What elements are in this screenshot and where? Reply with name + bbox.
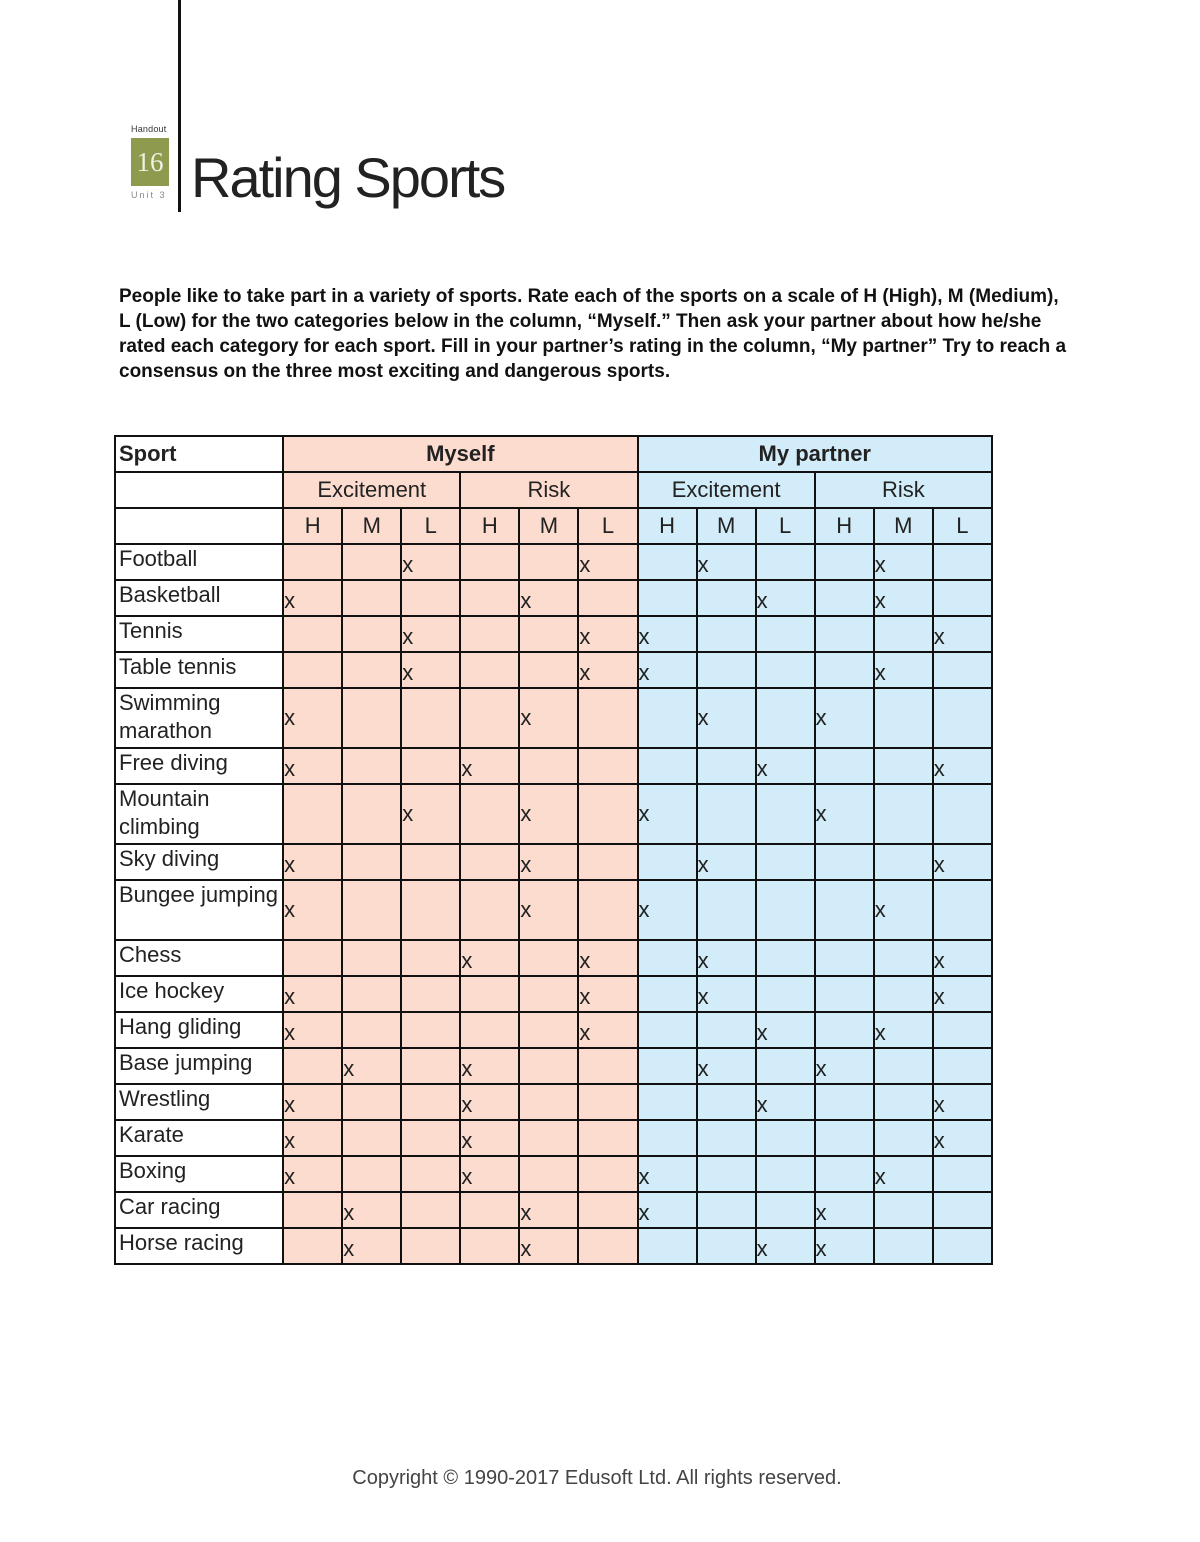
rating-cell bbox=[401, 844, 460, 880]
rating-cell bbox=[460, 1192, 519, 1228]
rating-cell bbox=[697, 1192, 756, 1228]
rating-cell bbox=[460, 844, 519, 880]
rating-cell bbox=[342, 1120, 401, 1156]
rating-cell bbox=[815, 1084, 874, 1120]
rating-cell: x bbox=[933, 1084, 992, 1120]
rating-cell bbox=[815, 940, 874, 976]
rating-cell bbox=[578, 784, 637, 844]
rating-cell: x bbox=[401, 784, 460, 844]
rating-cell bbox=[638, 748, 697, 784]
rating-cell: x bbox=[697, 844, 756, 880]
table-row bbox=[115, 580, 992, 616]
level-header-cell: L bbox=[401, 508, 460, 544]
header-divider-line bbox=[178, 0, 181, 212]
rating-cell bbox=[519, 1084, 578, 1120]
rating-cell bbox=[342, 784, 401, 844]
rating-cell bbox=[638, 844, 697, 880]
rating-cell bbox=[342, 544, 401, 580]
partner-group-header: My partner bbox=[638, 436, 992, 472]
sport-name-cell: Ice hockey bbox=[115, 976, 283, 1012]
rating-cell bbox=[283, 940, 342, 976]
sport-name-cell: Sky diving bbox=[115, 844, 283, 880]
rating-cell bbox=[697, 784, 756, 844]
rating-cell bbox=[756, 688, 815, 748]
rating-cell bbox=[460, 652, 519, 688]
rating-cell: x bbox=[460, 1120, 519, 1156]
rating-cell bbox=[578, 688, 637, 748]
rating-cell bbox=[519, 616, 578, 652]
rating-cell bbox=[401, 880, 460, 940]
level-header-cell: L bbox=[578, 508, 637, 544]
sport-name-cell: Wrestling bbox=[115, 1084, 283, 1120]
rating-cell: x bbox=[874, 580, 933, 616]
rating-cell bbox=[283, 784, 342, 844]
rating-cell bbox=[933, 544, 992, 580]
unit-label: Unit 3 bbox=[131, 190, 167, 200]
sport-name-cell: Tennis bbox=[115, 616, 283, 652]
rating-cell bbox=[401, 1228, 460, 1264]
rating-cell bbox=[283, 616, 342, 652]
rating-cell bbox=[638, 1120, 697, 1156]
rating-cell: x bbox=[283, 880, 342, 940]
rating-cell: x bbox=[697, 688, 756, 748]
rating-cell: x bbox=[756, 1012, 815, 1048]
rating-cell: x bbox=[756, 748, 815, 784]
rating-cell: x bbox=[460, 748, 519, 784]
rating-cell bbox=[342, 748, 401, 784]
rating-cell bbox=[933, 1228, 992, 1264]
rating-cell bbox=[638, 688, 697, 748]
rating-cell bbox=[874, 1192, 933, 1228]
rating-cell: x bbox=[578, 652, 637, 688]
table-row bbox=[115, 1120, 992, 1156]
rating-cell bbox=[578, 1156, 637, 1192]
rating-cell: x bbox=[638, 616, 697, 652]
rating-cell bbox=[697, 652, 756, 688]
rating-cell: x bbox=[578, 976, 637, 1012]
rating-cell: x bbox=[460, 1156, 519, 1192]
rating-cell bbox=[342, 580, 401, 616]
rating-cell: x bbox=[874, 880, 933, 940]
rating-cell: x bbox=[638, 1192, 697, 1228]
rating-cell bbox=[519, 1120, 578, 1156]
rating-cell: x bbox=[933, 844, 992, 880]
rating-cell bbox=[697, 1084, 756, 1120]
rating-cell bbox=[578, 1048, 637, 1084]
partner-excitement-header: Excitement bbox=[638, 472, 815, 508]
rating-cell bbox=[638, 1228, 697, 1264]
rating-cell bbox=[578, 844, 637, 880]
level-header-cell: M bbox=[519, 508, 578, 544]
rating-cell bbox=[519, 940, 578, 976]
level-header-cell: M bbox=[697, 508, 756, 544]
rating-cell bbox=[874, 616, 933, 652]
rating-cell bbox=[815, 844, 874, 880]
rating-table bbox=[114, 435, 993, 1265]
rating-cell bbox=[756, 1120, 815, 1156]
rating-cell bbox=[815, 544, 874, 580]
rating-cell bbox=[401, 1156, 460, 1192]
rating-cell bbox=[874, 1228, 933, 1264]
rating-cell bbox=[874, 748, 933, 784]
rating-cell bbox=[460, 1228, 519, 1264]
rating-cell: x bbox=[519, 784, 578, 844]
level-header-cell: M bbox=[874, 508, 933, 544]
rating-cell: x bbox=[519, 1228, 578, 1264]
table-row bbox=[115, 616, 992, 652]
sport-name-cell: Table tennis bbox=[115, 652, 283, 688]
rating-cell: x bbox=[283, 976, 342, 1012]
table-row bbox=[115, 976, 992, 1012]
level-header-cell: M bbox=[342, 508, 401, 544]
table-row bbox=[115, 1192, 992, 1228]
rating-cell bbox=[756, 784, 815, 844]
table-row bbox=[115, 544, 992, 580]
rating-cell: x bbox=[933, 976, 992, 1012]
rating-cell bbox=[815, 1120, 874, 1156]
rating-cell bbox=[460, 688, 519, 748]
rating-cell: x bbox=[519, 688, 578, 748]
rating-cell: x bbox=[283, 1156, 342, 1192]
rating-cell: x bbox=[460, 1084, 519, 1120]
sport-name-cell: Horse racing bbox=[115, 1228, 283, 1264]
rating-cell bbox=[578, 748, 637, 784]
sport-name-cell: Chess bbox=[115, 940, 283, 976]
rating-cell bbox=[638, 1048, 697, 1084]
rating-cell: x bbox=[519, 580, 578, 616]
rating-cell: x bbox=[756, 580, 815, 616]
rating-cell bbox=[342, 616, 401, 652]
rating-cell bbox=[519, 748, 578, 784]
rating-cell bbox=[874, 1048, 933, 1084]
rating-cell bbox=[874, 784, 933, 844]
rating-cell bbox=[756, 880, 815, 940]
rating-cell: x bbox=[756, 1084, 815, 1120]
rating-cell bbox=[519, 544, 578, 580]
rating-cell bbox=[933, 1192, 992, 1228]
table-row bbox=[115, 844, 992, 880]
rating-cell bbox=[874, 844, 933, 880]
rating-cell bbox=[401, 976, 460, 1012]
rating-cell bbox=[933, 880, 992, 940]
rating-cell: x bbox=[401, 652, 460, 688]
rating-cell bbox=[756, 616, 815, 652]
rating-cell bbox=[874, 1084, 933, 1120]
rating-cell bbox=[342, 844, 401, 880]
rating-cell bbox=[756, 544, 815, 580]
rating-cell: x bbox=[874, 1156, 933, 1192]
rating-cell bbox=[697, 1228, 756, 1264]
rating-cell bbox=[697, 1012, 756, 1048]
sport-name-cell: Swimming marathon bbox=[115, 688, 283, 748]
handout-number-badge bbox=[131, 138, 169, 186]
rating-cell: x bbox=[519, 880, 578, 940]
rating-cell bbox=[815, 748, 874, 784]
rating-cell bbox=[815, 616, 874, 652]
rating-cell: x bbox=[519, 1192, 578, 1228]
sport-name-cell: Mountain climbing bbox=[115, 784, 283, 844]
rating-cell bbox=[519, 976, 578, 1012]
rating-cell bbox=[933, 688, 992, 748]
rating-cell: x bbox=[815, 688, 874, 748]
rating-cell bbox=[815, 580, 874, 616]
page-title: Rating Sports bbox=[191, 146, 505, 209]
rating-cell bbox=[460, 1012, 519, 1048]
rating-cell: x bbox=[697, 544, 756, 580]
rating-cell: x bbox=[697, 940, 756, 976]
rating-cell bbox=[283, 1048, 342, 1084]
rating-cell bbox=[342, 880, 401, 940]
rating-cell: x bbox=[342, 1228, 401, 1264]
rating-cell bbox=[874, 688, 933, 748]
rating-cell bbox=[342, 652, 401, 688]
level-header-cell: H bbox=[460, 508, 519, 544]
rating-cell bbox=[756, 940, 815, 976]
copyright-footer: Copyright © 1990-2017 Edusoft Ltd. All rights reserved. bbox=[352, 1467, 842, 1489]
rating-cell: x bbox=[638, 880, 697, 940]
rating-cell: x bbox=[578, 544, 637, 580]
table-row bbox=[115, 784, 992, 844]
table-row bbox=[115, 940, 992, 976]
myself-risk-header: Risk bbox=[460, 472, 637, 508]
rating-cell: x bbox=[283, 1012, 342, 1048]
sport-name-cell: Football bbox=[115, 544, 283, 580]
rating-cell bbox=[874, 976, 933, 1012]
rating-cell bbox=[933, 784, 992, 844]
rating-cell bbox=[401, 1084, 460, 1120]
rating-cell bbox=[519, 1048, 578, 1084]
rating-cell: x bbox=[460, 1048, 519, 1084]
rating-cell bbox=[342, 976, 401, 1012]
rating-cell: x bbox=[578, 616, 637, 652]
rating-cell: x bbox=[815, 1192, 874, 1228]
rating-cell bbox=[283, 544, 342, 580]
rating-cell: x bbox=[697, 976, 756, 1012]
empty-header-cell bbox=[115, 508, 283, 544]
rating-cell: x bbox=[283, 1120, 342, 1156]
rating-cell bbox=[342, 1012, 401, 1048]
rating-cell bbox=[519, 1012, 578, 1048]
rating-cell bbox=[578, 580, 637, 616]
rating-cell bbox=[697, 616, 756, 652]
sport-column-header: Sport bbox=[115, 436, 283, 472]
sport-name-cell: Car racing bbox=[115, 1192, 283, 1228]
rating-cell: x bbox=[756, 1228, 815, 1264]
sport-name-cell: Karate bbox=[115, 1120, 283, 1156]
myself-excitement-header: Excitement bbox=[283, 472, 460, 508]
rating-cell bbox=[578, 1228, 637, 1264]
rating-cell bbox=[638, 940, 697, 976]
rating-cell bbox=[401, 580, 460, 616]
table-row bbox=[115, 748, 992, 784]
rating-cell bbox=[578, 880, 637, 940]
rating-cell bbox=[460, 616, 519, 652]
rating-cell: x bbox=[283, 844, 342, 880]
table-row bbox=[115, 1048, 992, 1084]
rating-cell bbox=[638, 544, 697, 580]
rating-cell bbox=[401, 1120, 460, 1156]
rating-cell: x bbox=[578, 940, 637, 976]
rating-cell: x bbox=[697, 1048, 756, 1084]
rating-cell bbox=[697, 1120, 756, 1156]
rating-cell bbox=[638, 1084, 697, 1120]
rating-cell bbox=[283, 1192, 342, 1228]
rating-cell bbox=[933, 1048, 992, 1084]
rating-cell bbox=[815, 1012, 874, 1048]
rating-cell bbox=[638, 580, 697, 616]
rating-cell bbox=[460, 544, 519, 580]
rating-cell bbox=[342, 940, 401, 976]
rating-cell bbox=[933, 1156, 992, 1192]
rating-cell bbox=[519, 652, 578, 688]
rating-cell bbox=[638, 1012, 697, 1048]
rating-cell: x bbox=[460, 940, 519, 976]
sport-name-cell: Free diving bbox=[115, 748, 283, 784]
rating-cell bbox=[460, 784, 519, 844]
rating-cell bbox=[815, 880, 874, 940]
rating-cell bbox=[697, 1156, 756, 1192]
rating-cell bbox=[401, 1192, 460, 1228]
rating-cell bbox=[933, 580, 992, 616]
handout-label: Handout bbox=[131, 124, 167, 134]
sport-name-cell: Boxing bbox=[115, 1156, 283, 1192]
rating-cell bbox=[460, 976, 519, 1012]
table-row bbox=[115, 880, 992, 940]
empty-header-cell bbox=[115, 472, 283, 508]
rating-cell bbox=[815, 976, 874, 1012]
handout-number: 16 bbox=[136, 146, 164, 177]
rating-cell: x bbox=[638, 1156, 697, 1192]
rating-cell bbox=[283, 1228, 342, 1264]
level-header-cell: L bbox=[756, 508, 815, 544]
level-header-cell: H bbox=[283, 508, 342, 544]
rating-cell bbox=[578, 1120, 637, 1156]
rating-cell: x bbox=[519, 844, 578, 880]
rating-cell bbox=[342, 688, 401, 748]
rating-cell: x bbox=[401, 544, 460, 580]
myself-group-header: Myself bbox=[283, 436, 637, 472]
table-row bbox=[115, 1156, 992, 1192]
rating-cell: x bbox=[815, 1048, 874, 1084]
rating-cell bbox=[756, 844, 815, 880]
level-header-cell: L bbox=[933, 508, 992, 544]
rating-cell bbox=[697, 880, 756, 940]
rating-cell bbox=[874, 1120, 933, 1156]
rating-cell: x bbox=[342, 1048, 401, 1084]
table-row bbox=[115, 688, 992, 748]
rating-cell bbox=[578, 1192, 637, 1228]
rating-cell bbox=[756, 1156, 815, 1192]
rating-cell: x bbox=[283, 688, 342, 748]
sport-name-cell: Bungee jumping bbox=[115, 880, 283, 940]
rating-cell bbox=[756, 652, 815, 688]
rating-cell bbox=[342, 1156, 401, 1192]
rating-cell bbox=[638, 976, 697, 1012]
rating-cell bbox=[697, 748, 756, 784]
rating-cell bbox=[933, 652, 992, 688]
rating-cell: x bbox=[874, 544, 933, 580]
rating-cell: x bbox=[874, 1012, 933, 1048]
rating-cell: x bbox=[283, 1084, 342, 1120]
rating-cell bbox=[756, 1192, 815, 1228]
rating-cell: x bbox=[933, 616, 992, 652]
table-row bbox=[115, 1012, 992, 1048]
rating-cell: x bbox=[401, 616, 460, 652]
rating-cell bbox=[401, 1012, 460, 1048]
rating-cell bbox=[460, 580, 519, 616]
rating-cell: x bbox=[933, 940, 992, 976]
sport-name-cell: Hang gliding bbox=[115, 1012, 283, 1048]
table-row bbox=[115, 1228, 992, 1264]
level-header-cell: H bbox=[638, 508, 697, 544]
rating-cell: x bbox=[283, 748, 342, 784]
rating-cell bbox=[342, 1084, 401, 1120]
rating-cell: x bbox=[638, 784, 697, 844]
rating-cell bbox=[460, 880, 519, 940]
rating-cell: x bbox=[874, 652, 933, 688]
rating-cell bbox=[874, 940, 933, 976]
sport-name-cell: Basketball bbox=[115, 580, 283, 616]
rating-cell bbox=[283, 652, 342, 688]
rating-cell: x bbox=[933, 1120, 992, 1156]
rating-cell bbox=[933, 1012, 992, 1048]
rating-cell bbox=[815, 652, 874, 688]
rating-cell bbox=[815, 1156, 874, 1192]
rating-cell: x bbox=[815, 784, 874, 844]
rating-cell: x bbox=[638, 652, 697, 688]
rating-cell bbox=[578, 1084, 637, 1120]
rating-cell: x bbox=[342, 1192, 401, 1228]
level-header-row bbox=[115, 508, 992, 544]
rating-cell bbox=[401, 688, 460, 748]
rating-cell bbox=[401, 748, 460, 784]
rating-cell: x bbox=[815, 1228, 874, 1264]
rating-cell bbox=[401, 1048, 460, 1084]
instructions-paragraph: People like to take part in a variety of sports. Rate each of the sports on a scale of H (High), M (Medium), L (Low) for the two categories below in the column, “Myself.” Then ask your partner about how he/she rated each category for each sport. Fill in your partner’s rating in the column, “My partner” Try to reach a consensus on the three most exciting and dangerous sports. bbox=[119, 286, 1067, 382]
partner-risk-header: Risk bbox=[815, 472, 992, 508]
table-row bbox=[115, 652, 992, 688]
rating-cell: x bbox=[283, 580, 342, 616]
table-row bbox=[115, 1084, 992, 1120]
rating-cell: x bbox=[933, 748, 992, 784]
level-header-cell: H bbox=[815, 508, 874, 544]
rating-cell: x bbox=[578, 1012, 637, 1048]
rating-cell bbox=[697, 580, 756, 616]
rating-cell bbox=[756, 976, 815, 1012]
rating-cell bbox=[519, 1156, 578, 1192]
rating-cell bbox=[756, 1048, 815, 1084]
sport-name-cell: Base jumping bbox=[115, 1048, 283, 1084]
rating-cell bbox=[401, 940, 460, 976]
